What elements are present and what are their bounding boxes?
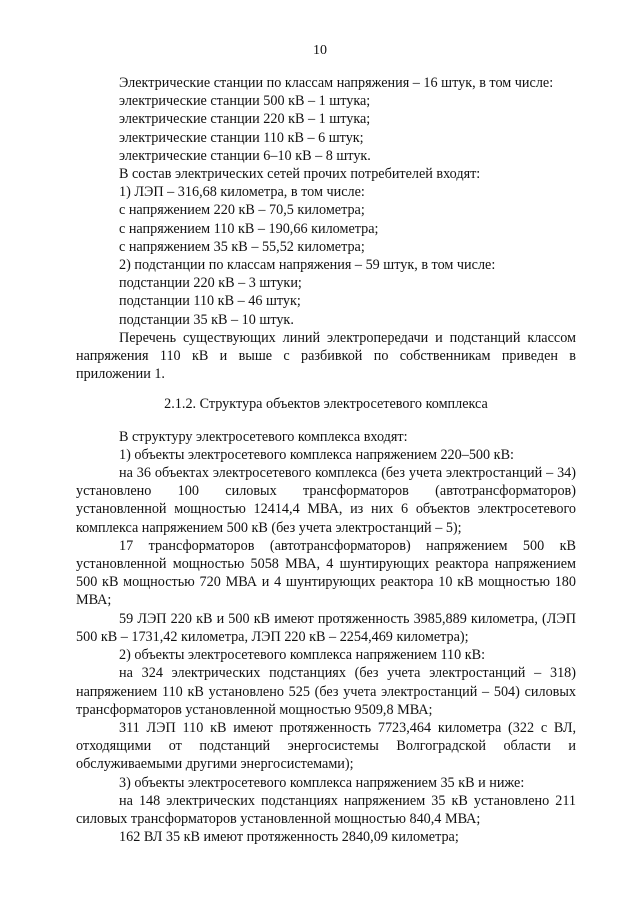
paragraph-vl-35: 162 ВЛ 35 кВ имеют протяженность 2840,09 километра; <box>119 829 459 846</box>
paragraph-lep-220-500: 59 ЛЭП 220 кВ и 500 кВ имеют протяженность 3985,889 километра, (ЛЭП 500 кВ – 1731,42 километра, ЛЭП 220 кВ – 2254,469 километра); <box>76 610 576 645</box>
list-item-station-110: электрические станции 110 кВ – 6 штук; <box>119 129 364 146</box>
list-item-lep-110: с напряжением 110 кВ – 190,66 километра; <box>119 220 379 237</box>
list-item-lep-220: с напряжением 220 кВ – 70,5 километра; <box>119 202 365 219</box>
paragraph-substations-110: на 324 электрических подстанциях (без учета электростанций – 318) напряжением 110 кВ установлено 525 (без учета электростанций – 504) силовых трансформаторов установленной мощностью 9509,8 МВА; <box>76 665 576 718</box>
list-item-lep-35: с напряжением 35 кВ – 55,52 километра; <box>119 238 365 255</box>
list-item-substations-35: подстанции 35 кВ – 10 штук. <box>119 311 294 328</box>
document-body <box>76 74 576 846</box>
paragraph-lep-110: 311 ЛЭП 110 кВ имеют протяженность 7723,464 километра (322 с ВЛ, отходящими от подстанций энергосистемы Волгоградской области и обслуживаемыми другими энергосистемами); <box>76 719 576 773</box>
list-item-substations-220: подстанции 220 кВ – 3 штуки; <box>119 275 302 292</box>
list-item-substations-110: подстанции 110 кВ – 46 штук; <box>119 293 301 310</box>
list-item-substations-total: 2) подстанции по классам напряжения – 59 штук, в том числе: <box>119 257 496 274</box>
list-item-objects-220-500: 1) объекты электросетевого комплекса напряжением 220–500 кВ: <box>119 446 514 463</box>
list-item-lep-total: 1) ЛЭП – 316,68 километра, в том числе: <box>119 184 365 201</box>
list-item-station-6-10: электрические станции 6–10 кВ – 8 штук. <box>119 147 371 164</box>
page-number: 10 <box>313 43 327 58</box>
paragraph-substations-35: на 148 электрических подстанциях напряжением 35 кВ установлено 211 силовых трансформаторов установленной мощностью 840,4 МВА; <box>76 792 576 827</box>
paragraph-stations-total: Электрические станции по классам напряжения – 16 штук, в том числе: <box>119 75 554 91</box>
list-item-objects-110: 2) объекты электросетевого комплекса напряжением 110 кВ: <box>119 647 486 664</box>
paragraph-transformers-220-500: на 36 объектах электросетевого комплекса (без учета электростанций – 34) установлено 100 силовых трансформаторов (автотрансформаторов) установленной мощностью 12414,4 МВА, из них 6 объектов электросетевого комплекса напряжением 500 кВ (без учета электростанций – 5); <box>76 465 576 536</box>
paragraph-appendix-reference: Перечень существующих линий электропередачи и подстанций классом напряжения 110 кВ и выше с разбивкой по собственникам приведен в приложении 1. <box>76 329 576 383</box>
list-item-station-500: электрические станции 500 кВ – 1 штука; <box>119 93 371 110</box>
list-item-objects-35: 3) объекты электросетевого комплекса напряжением 35 кВ и ниже: <box>119 774 525 791</box>
list-item-station-220: электрические станции 220 кВ – 1 штука; <box>119 111 371 128</box>
paragraph-structure-intro: В структуру электросетевого комплекса входят: <box>119 428 408 445</box>
paragraph-transformers-500: 17 трансформаторов (автотрансформаторов) напряжением 500 кВ установленной мощностью 5058 МВА, 4 шунтирующих реактора напряжением 500 кВ мощностью 720 МВА и 4 шунтирующих реактора 10 кВ мощностью 180 МВА; <box>76 537 576 609</box>
paragraph-other-networks: В состав электрических сетей прочих потребителей входят: <box>119 166 481 183</box>
section-heading: 2.1.2. Структура объектов электросетевого комплекса <box>164 396 488 413</box>
